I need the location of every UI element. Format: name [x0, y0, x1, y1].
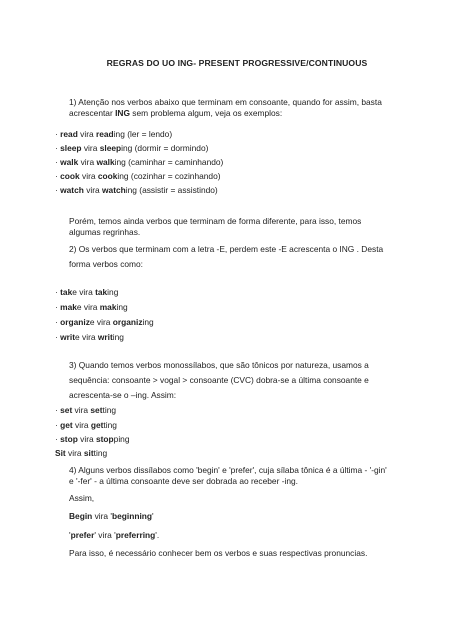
verb: get — [60, 420, 73, 430]
connector: vira — [79, 332, 98, 342]
verb: Sit — [55, 448, 66, 458]
connector: vira — [78, 157, 97, 167]
paragraph-2-line-2: algumas regrinhas. — [69, 227, 141, 237]
verb-suffix: ting — [93, 448, 108, 458]
verb-stem: set — [90, 405, 103, 415]
quote-mark: ' — [69, 530, 71, 540]
translation: (cozinhar = cozinhando) — [128, 171, 221, 181]
verb-stem: organiz — [112, 317, 143, 327]
connector: vira — [81, 302, 100, 312]
verb-suffix: ing — [142, 317, 154, 327]
verb-stem: get — [90, 420, 104, 430]
verb-suffix: ing — [125, 185, 137, 195]
bullet-mark: · — [55, 317, 61, 327]
verb-suffix: ing — [113, 129, 125, 139]
translation: (assistir = assistindo) — [136, 185, 218, 195]
verb: walk — [60, 157, 79, 167]
bold-text: ING — [115, 108, 130, 118]
bullet-mark: · — [55, 129, 61, 139]
connector: vira — [83, 185, 103, 195]
connector: vira — [65, 448, 84, 458]
verb-form: preferring — [115, 530, 156, 540]
section-1-line-2 — [69, 107, 409, 119]
bullet-mark: · — [55, 157, 61, 167]
bullet-mark: · — [55, 185, 61, 195]
verb-suffix: ing — [121, 143, 133, 153]
verb-stem: mak — [99, 302, 117, 312]
verb-ending: e — [75, 332, 80, 342]
connector: vira — [79, 171, 98, 181]
connector: vira — [72, 420, 91, 430]
paragraph-3-line-2: sequência: consoante > vogal > consoante (CVC) dobra-se a última consoante e — [69, 375, 369, 385]
example-prefer — [69, 529, 159, 541]
verb-stem: sit — [83, 448, 94, 458]
verb-suffix: ing — [112, 332, 124, 342]
list-item — [55, 404, 116, 416]
paragraph-2-line-4: forma verbos como: — [69, 259, 144, 269]
verb: watch — [60, 185, 84, 195]
text-span: acrescentar — [69, 108, 116, 118]
list-item — [55, 128, 172, 140]
verb-stem: read — [95, 129, 114, 139]
connector: vira — [76, 287, 96, 297]
translation: (caminhar = caminhando) — [125, 157, 224, 167]
verb-suffix: ting — [102, 405, 117, 415]
list-item — [55, 156, 223, 168]
paragraph-4-assim: Assim, — [69, 493, 95, 503]
list-item — [55, 301, 128, 313]
bullet-mark: · — [55, 332, 61, 342]
verb-ending: e — [72, 287, 77, 297]
text-span: sem problema algum, veja os exemplos: — [129, 108, 283, 118]
document-title: REGRAS DO UO ING- PRESENT PROGRESSIVE/CONTINUOUS — [106, 58, 368, 68]
list-item — [55, 316, 154, 328]
verb-stem: tak — [95, 287, 108, 297]
verb-stem: cook — [97, 171, 118, 181]
verb-stem: writ — [60, 332, 76, 342]
verb-suffix: ing — [117, 171, 129, 181]
connector: vira — [77, 434, 96, 444]
example-begin — [69, 510, 154, 522]
verb-stem: sleep — [99, 143, 122, 153]
verb-stem: organiz — [60, 317, 90, 327]
verb-suffix: ting — [103, 420, 117, 430]
bullet-mark: · — [55, 434, 61, 444]
connector: ' vira ' — [94, 530, 116, 540]
quote-mark: ' — [152, 511, 154, 521]
list-item — [55, 433, 130, 445]
closing-line: Para isso, é necessário conhecer bem os verbos e suas respectivas pronuncias. — [69, 548, 368, 558]
bullet-mark: · — [55, 302, 61, 312]
bullet-mark: · — [55, 143, 61, 153]
verb-suffix: ping — [113, 434, 130, 444]
translation: (dormir = dormindo) — [132, 143, 209, 153]
verb: sleep — [60, 143, 82, 153]
verb: stop — [60, 434, 78, 444]
paragraph-4-line-1: 4) Alguns verbos dissílabos como 'begin' e 'prefer', cuja sílaba tônica é a última - '-gin' — [69, 465, 387, 475]
connector: vira ' — [92, 511, 113, 521]
translation: (ler = lendo) — [124, 129, 173, 139]
verb-suffix: ing — [116, 302, 128, 312]
paragraph-3-line-1: 3) Quando temos verbos monossílabos, que são tônicos por natureza, usamos a — [69, 360, 369, 370]
connector: vira — [94, 317, 113, 327]
verb-ending: e — [76, 302, 82, 312]
verb: set — [60, 405, 73, 415]
verb: prefer — [70, 530, 95, 540]
connector: vira — [81, 143, 100, 153]
list-item — [55, 419, 117, 431]
verb-suffix: ing — [107, 287, 119, 297]
paragraph-3-line-3: acrescenta-se o –ing. Assim: — [69, 390, 177, 400]
list-item — [55, 331, 124, 343]
verb-suffix: ing — [114, 157, 126, 167]
connector: vira — [72, 405, 91, 415]
paragraph-2-line-1: Porém, temos ainda verbos que terminam de forma diferente, para isso, temos — [69, 216, 362, 226]
connector: vira — [77, 129, 96, 139]
paragraph-2-line-3: 2) Os verbos que terminam com a letra -E, perdem este -E acrescenta o ING . Desta — [69, 244, 384, 254]
bullet-mark: · — [55, 405, 61, 415]
bullet-mark: · — [55, 287, 61, 297]
paragraph-4-line-2: e '-fer' - a última consoante deve ser dobrada ao receber -ing. — [69, 476, 298, 486]
bullet-mark: · — [55, 171, 61, 181]
verb-stem: mak — [60, 302, 77, 312]
section-1-line-1: 1) Atenção nos verbos abaixo que terminam em consoante, quando for assim, basta — [69, 97, 382, 107]
list-item — [55, 170, 221, 182]
list-item — [55, 447, 107, 459]
list-item — [55, 184, 218, 196]
verb-form: beginning — [112, 511, 153, 521]
list-item — [55, 286, 118, 298]
verb-ending: e — [89, 317, 95, 327]
quote-mark: '. — [155, 530, 160, 540]
verb-stem: writ — [97, 332, 113, 342]
list-item — [55, 142, 208, 154]
verb: cook — [60, 171, 80, 181]
verb-stem: stop — [95, 434, 114, 444]
verb-stem: tak — [60, 287, 73, 297]
verb-stem: walk — [96, 157, 115, 167]
bullet-mark: · — [55, 420, 61, 430]
verb: read — [60, 129, 78, 139]
verb: Begin — [69, 511, 93, 521]
verb-stem: watch — [102, 185, 126, 195]
